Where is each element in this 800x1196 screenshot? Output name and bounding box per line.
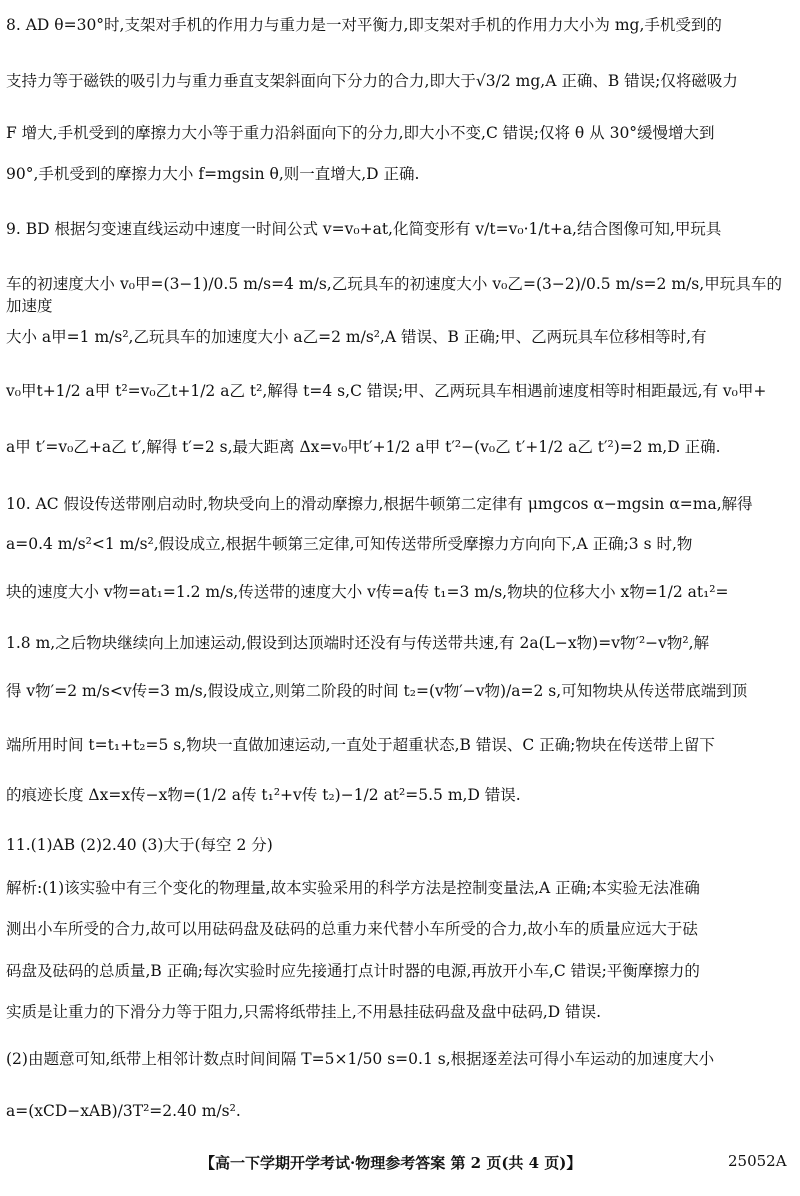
q11-line-4: 实质是让重力的下滑分力等于阻力,只需将纸带挂上,不用悬挂砝码盘及盘中砝码,D 错误. [6, 1003, 602, 1021]
q11-line-5: (2)由题意可知,纸带上相邻计数点时间间隔 T=5×1/50 s=0.1 s,根据逐差法可得小车运动的加速度大小 [6, 1050, 715, 1068]
q11-line-1: 解析:(1)该实验中有三个变化的物理量,故本实验采用的科学方法是控制变量法,A 正确;本实验无法准确 [6, 879, 700, 897]
q9-line-2: 车的初速度大小 v₀甲=(3−1)/0.5 m/s=4 m/s,乙玩具车的初速度大小 v₀乙=(3−2)/0.5 m/s=2 m/s,甲玩具车的加速度 [6, 275, 782, 315]
q10-line-5: 得 v物′=2 m/s<v传=3 m/s,假设成立,则第二阶段的时间 t₂=(v物′−v物)/a=2 s,可知物块从传送带底端到顶 [6, 682, 748, 700]
q9-line-4: v₀甲t+1/2 a甲 t²=v₀乙t+1/2 a乙 t²,解得 t=4 s,C 错误;甲、乙两玩具车相遇前速度相等时相距最远,有 v₀甲+ [6, 382, 767, 400]
q9-line-5: a甲 t′=v₀乙+a乙 t′,解得 t′=2 s,最大距离 Δx=v₀甲t′+1/2 a甲 t′²−(v₀乙 t′+1/2 a乙 t′²)=2 m,D 正确. [6, 438, 721, 456]
q9-line-1: 9. BD 根据匀变速直线运动中速度一时间公式 v=v₀+at,化简变形有 v/t=v₀·1/t+a,结合图像可知,甲玩具 [6, 220, 722, 238]
q10-line-3: 块的速度大小 v物=at₁=1.2 m/s,传送带的速度大小 v传=a传 t₁=3 m/s,物块的位移大小 x物=1/2 at₁²= [6, 583, 729, 601]
q11-line-2: 测出小车所受的合力,故可以用砝码盘及砝码的总重力来代替小车所受的合力,故小车的质量应远大于砝 [6, 920, 698, 938]
q9-line-3: 大小 a甲=1 m/s²,乙玩具车的加速度大小 a乙=2 m/s²,A 错误、B 正确;甲、乙两玩具车位移相等时,有 [6, 328, 707, 346]
q10-line-7: 的痕迹长度 Δx=x传−x物=(1/2 a传 t₁²+v传 t₂)−1/2 at²=5.5 m,D 错误. [6, 786, 521, 804]
q8-line-4: 90°,手机受到的摩擦力大小 f=mgsin θ,则一直增大,D 正确. [6, 165, 420, 183]
page-footer: 【高一下学期开学考试·物理参考答案 第 2 页(共 4 页)】 [200, 1154, 582, 1172]
q8-line-3: F 增大,手机受到的摩擦力大小等于重力沿斜面向下的分力,即大小不变,C 错误;仅将 θ 从 30°缓慢增大到 [6, 124, 715, 142]
q8-line-2: 支持力等于磁铁的吸引力与重力垂直支架斜面向下分力的合力,即大于√3/2 mg,A 正确、B 错误;仅将磁吸力 [6, 72, 738, 90]
q11-line-3: 码盘及砝码的总质量,B 正确;每次实验时应先接通打点计时器的电源,再放开小车,C 错误;平衡摩擦力的 [6, 962, 700, 980]
q10-line-4: 1.8 m,之后物块继续向上加速运动,假设到达顶端时还没有与传送带共速,有 2a(L−x物)=v物′²−v物²,解 [6, 634, 710, 652]
q11-answer: 11.(1)AB (2)2.40 (3)大于(每空 2 分) [6, 836, 273, 854]
document-code: 25052A [728, 1152, 787, 1170]
q11-line-6: a=(xCD−xAB)/3T²=2.40 m/s². [6, 1102, 241, 1120]
q10-line-6: 端所用时间 t=t₁+t₂=5 s,物块一直做加速运动,一直处于超重状态,B 错误、C 正确;物块在传送带上留下 [6, 736, 715, 754]
q10-line-1: 10. AC 假设传送带刚启动时,物块受向上的滑动摩擦力,根据牛顿第二定律有 μmgcos α−mgsin α=ma,解得 [6, 495, 753, 513]
q8-line-1: 8. AD θ=30°时,支架对手机的作用力与重力是一对平衡力,即支架对手机的作用力大小为 mg,手机受到的 [6, 16, 722, 34]
q10-line-2: a=0.4 m/s²<1 m/s²,假设成立,根据牛顿第三定律,可知传送带所受摩擦力方向向下,A 正确;3 s 时,物 [6, 535, 693, 553]
